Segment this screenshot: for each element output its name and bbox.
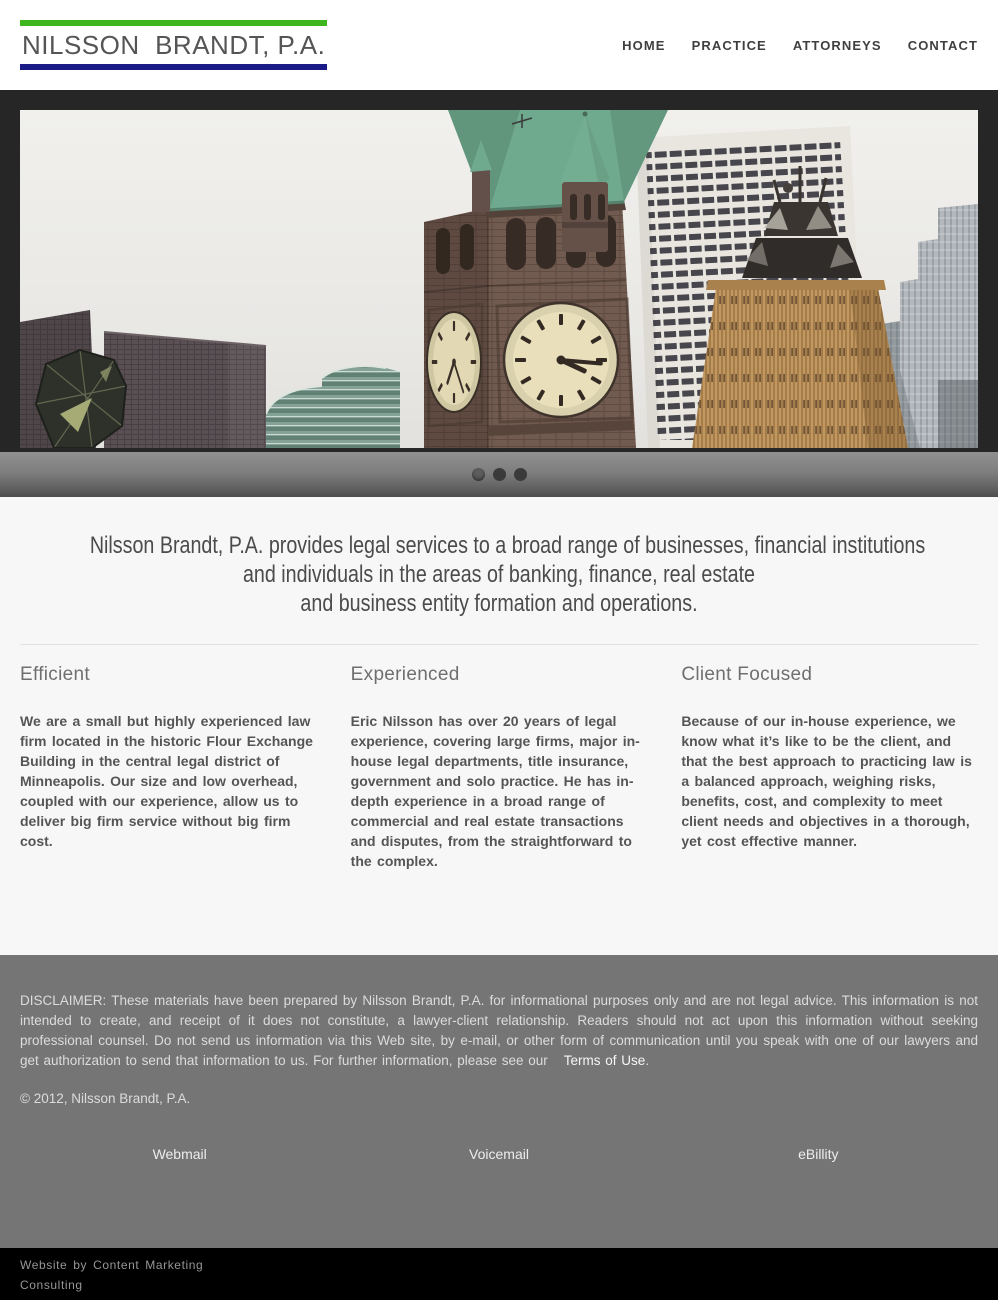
column-body: We are a small but highly experienced law firm located in the historic Flour Exchange Building in the central legal district of Minneapolis. Our size and low overhead, coupled with our experience, allow us to deliver big firm service without big firm cost. (20, 713, 313, 849)
website-credit-link[interactable] (20, 1255, 978, 1295)
feature-columns (20, 644, 978, 871)
slider-dot-3[interactable] (514, 468, 527, 481)
nav-item-practice[interactable]: PRACTICE (691, 37, 767, 53)
column-client-focused (681, 645, 978, 871)
nav-item-attorneys[interactable]: ATTORNEYS (792, 37, 882, 53)
disclaimer-body: DISCLAIMER: These materials have been prepared by Nilsson Brandt, P.A. for informational purposes only and are not legal advice. This information is not intended to create, and receipt of it does not constitute, a lawyer-client relationship. Readers should not act upon this information without seeking professional counsel. Do not send us information via this Web site, by e-mail, or other form of communication until you speak with one of our lawyers and get authorization to send that information to us. For further information, please see our (20, 993, 978, 1068)
terms-of-use-link[interactable]: Terms of Use (563, 1053, 646, 1068)
column-body: Eric Nilsson has over 20 years of legal experience, covering large firms, major in-house legal departments, title insurance, government and solo practice. He has in-depth experience in a broad range of commercial and real estate transactions and disputes, from the straightforward to the complex. (350, 713, 640, 869)
footer-links (20, 1146, 978, 1162)
site-logo[interactable]: NILSSON BRANDT, P.A. (20, 20, 327, 70)
nav-item-home[interactable]: HOME (622, 37, 666, 53)
credit-bar (0, 1248, 998, 1300)
nav-item-contact[interactable]: CONTACT (907, 37, 978, 53)
slider-dot-1[interactable] (472, 468, 485, 481)
hero-section (0, 90, 998, 452)
column-heading: Experienced (350, 664, 460, 685)
main-nav (622, 38, 978, 53)
copyright-notice: © 2012, Nilsson Brandt, P.A. (20, 1091, 191, 1106)
column-experienced (351, 645, 648, 871)
intro-line: Nilsson Brandt, P.A. provides legal services to a broad range of businesses, financial institutions (89, 532, 926, 559)
site-footer (0, 955, 998, 1248)
hero-slide-image (20, 110, 978, 448)
column-heading: Client Focused (681, 664, 813, 685)
column-body: Because of our in-house experience, we know what it’s like to be the client, and that the best approach to practicing law is a balanced approach, weighing risks, benefits, cost, and complexity to meet client needs and objectives in a thorough, yet cost effective manner. (681, 713, 972, 849)
credit-line: Website by Content Marketing (20, 1258, 204, 1272)
column-heading: Efficient (20, 664, 90, 685)
terms-suffix: . (645, 1053, 650, 1068)
slider-pagination (0, 452, 998, 497)
voicemail-link[interactable]: Voicemail (469, 1146, 529, 1162)
intro-line: and business entity formation and operations. (300, 590, 698, 617)
ebillity-link[interactable]: eBillity (798, 1146, 839, 1162)
intro-line: and individuals in the areas of banking, finance, real estate (242, 561, 756, 588)
column-efficient (20, 645, 317, 871)
webmail-link[interactable]: Webmail (152, 1146, 207, 1162)
main-content (0, 497, 998, 955)
slider-dot-2[interactable] (493, 468, 506, 481)
site-header (0, 0, 998, 90)
credit-line: Consulting (20, 1278, 83, 1292)
intro-statement (0, 531, 998, 618)
disclaimer-text (20, 991, 978, 1071)
